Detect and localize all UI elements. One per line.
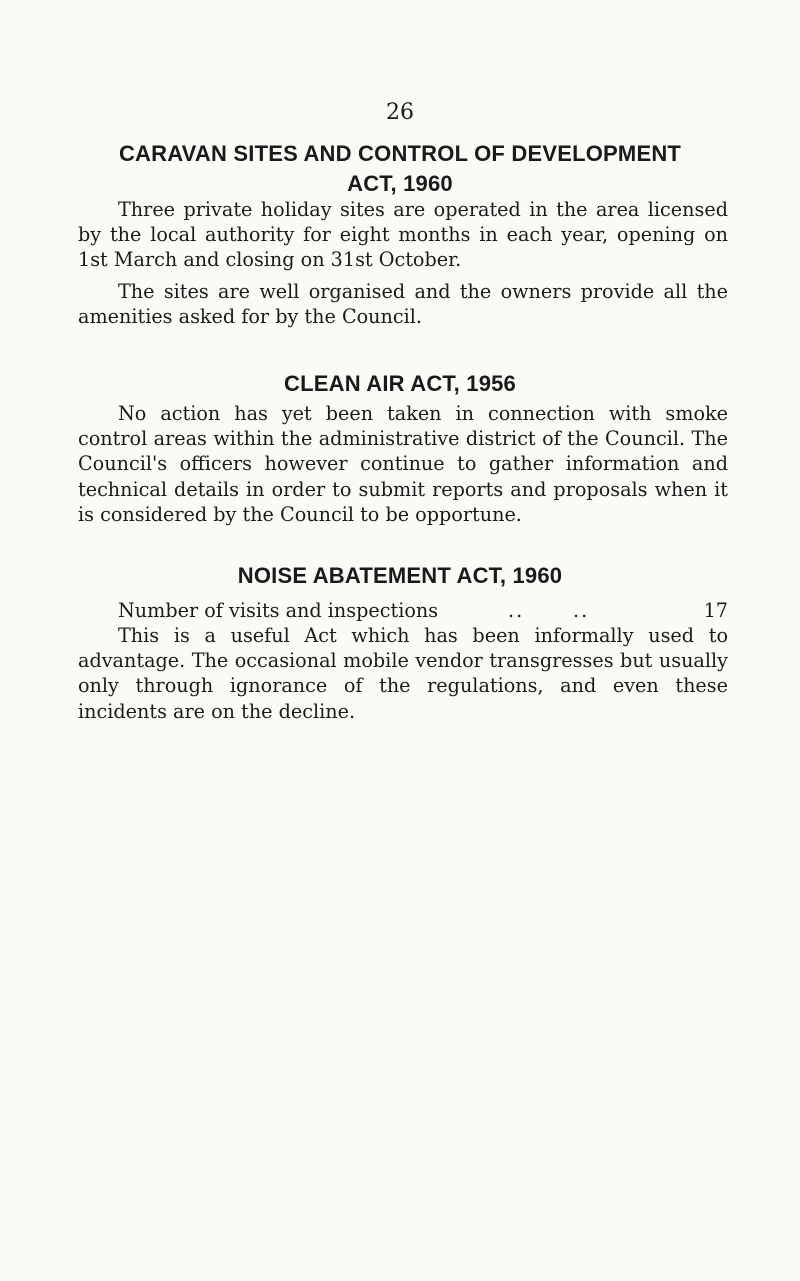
stat-label: Number of visits and inspections [118, 599, 439, 622]
paragraph-noise-abatement-act: This is a useful Act which has been informally used to advantage. The occasional mobile vendor transgresses but usually only through ignorance of the regulations, and even these incidents are on the decline. [78, 624, 728, 723]
paragraph-caravan-sites-2: The sites are well organised and the owners provide all the amenities asked for by the Council. [78, 280, 728, 329]
section-heading-clean-air-act: CLEAN AIR ACT, 1956 [284, 371, 516, 396]
paragraph-caravan-sites-1: Three private holiday sites are operated in the area licensed by the local authority for eight months in each year, opening on 1st March and closing on 31st October. [78, 198, 728, 272]
page-number: 26 [386, 100, 414, 125]
stat-leader-dots-2: .. [573, 599, 590, 622]
section-heading-noise-abatement-act: NOISE ABATEMENT ACT, 1960 [237, 563, 563, 588]
section-heading-caravan-sites: CARAVAN SITES AND CONTROL OF DEVELOPMENT [118, 141, 682, 166]
stat-row-visits-inspections [118, 598, 728, 623]
stat-value: 17 [703, 599, 728, 622]
section-heading-caravan-sites-line2: ACT, 1960 [347, 171, 453, 196]
stat-leader-dots: .. [508, 599, 525, 622]
paragraph-clean-air-act: No action has yet been taken in connection with smoke control areas within the administrative district of the Council. The Council's officers however continue to gather information and technical details in order to submit reports and proposals when it is considered by the Council to be opportune. [78, 402, 728, 526]
